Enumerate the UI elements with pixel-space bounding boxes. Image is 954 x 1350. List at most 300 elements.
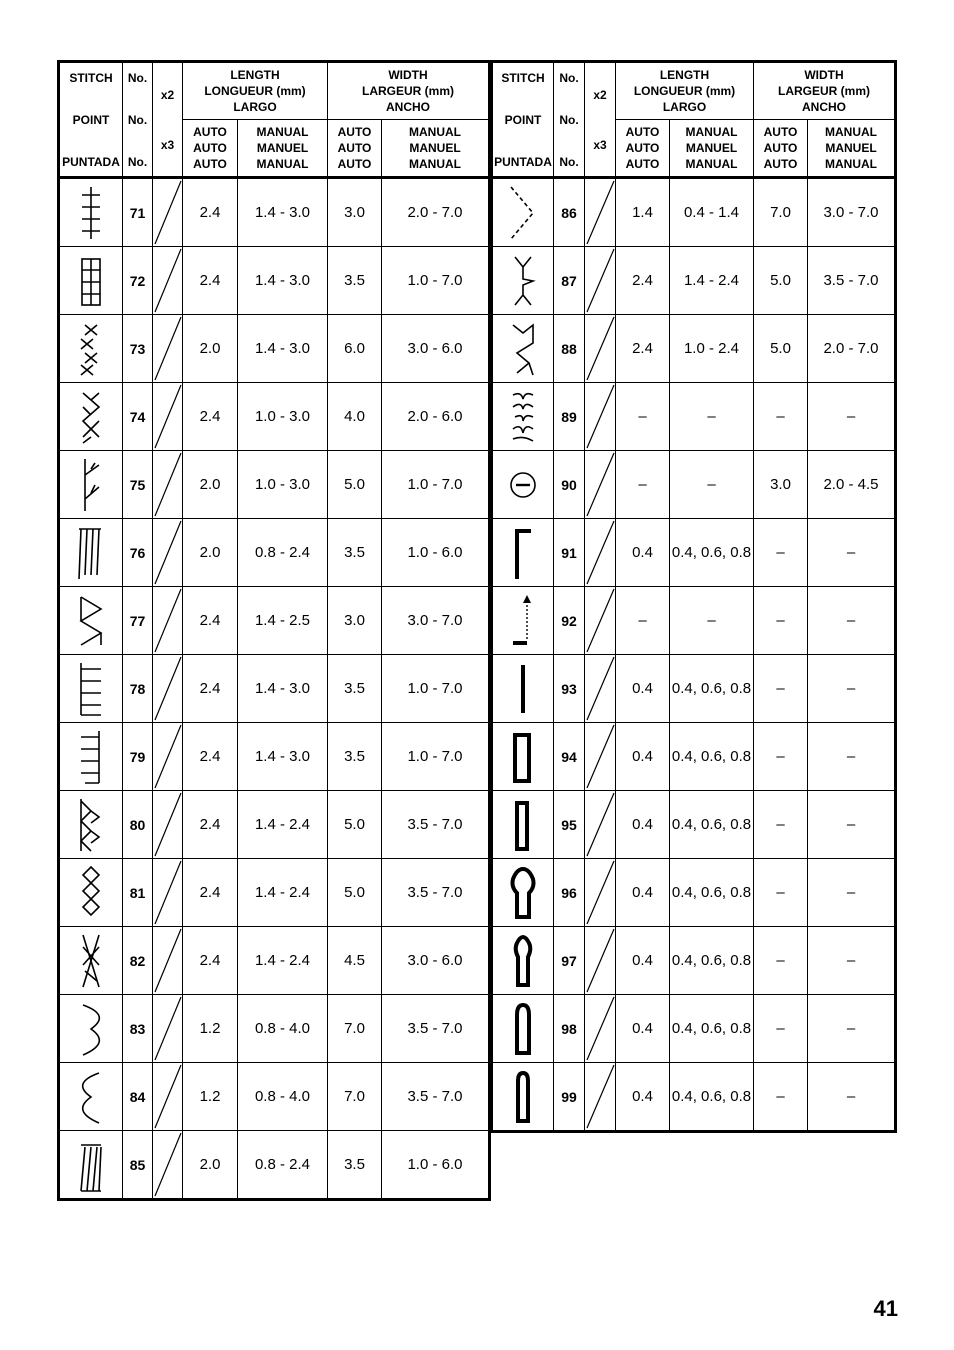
length-auto: 2.4 [183, 587, 238, 655]
table-row [59, 178, 490, 247]
width-manual: 1.0 - 7.0 [382, 451, 490, 519]
width-auto: – [754, 655, 808, 723]
slash-icon [153, 995, 183, 1062]
length-manual: 0.4, 0.6, 0.8 [670, 723, 754, 791]
stitch-pattern-cell [492, 315, 554, 383]
cross-bar-stitch-icon [71, 183, 111, 243]
length-auto: 0.4 [616, 1063, 670, 1132]
length-auto: 2.4 [183, 247, 238, 315]
slash-icon [585, 859, 616, 926]
header-stitch: STITCH POINT PUNTADA [59, 62, 123, 178]
length-auto: 2.4 [183, 859, 238, 927]
x2-x3-cell [585, 1063, 616, 1132]
stitch-pattern-cell [59, 723, 123, 791]
width-manual: 1.0 - 7.0 [382, 723, 490, 791]
stitch-number: 87 [554, 247, 585, 315]
stitch-pattern-cell [59, 1063, 123, 1131]
header-length-auto: AUTO AUTO AUTO [183, 120, 238, 178]
double-cross-stitch-icon [71, 319, 111, 379]
diamond-stitch-icon [71, 863, 111, 923]
length-manual: 0.8 - 2.4 [238, 519, 328, 587]
stitch-pattern-cell [492, 995, 554, 1063]
length-auto: 2.0 [183, 315, 238, 383]
width-manual: 2.0 - 6.0 [382, 383, 490, 451]
stitch-pattern-cell [492, 1063, 554, 1132]
length-auto: 2.0 [183, 519, 238, 587]
header-length: LENGTH LONGUEUR (mm) LARGO [183, 62, 328, 120]
table-row [492, 995, 896, 1063]
width-auto: 4.0 [328, 383, 382, 451]
slash-icon [153, 451, 183, 518]
dotted-arrow-stitch-icon [503, 591, 543, 651]
width-manual: 3.0 - 6.0 [382, 927, 490, 995]
stitch-pattern-cell [59, 859, 123, 927]
table-row [59, 519, 490, 587]
stitch-pattern-cell [59, 1131, 123, 1200]
table-row [492, 519, 896, 587]
header-width: WIDTH LARGEUR (mm) ANCHO [754, 62, 896, 120]
stitch-number: 76 [123, 519, 153, 587]
width-manual: 2.0 - 4.5 [808, 451, 896, 519]
width-auto: 3.5 [328, 655, 382, 723]
stitch-pattern-cell [492, 859, 554, 927]
scallop-right-stitch-icon [71, 999, 111, 1059]
x2-x3-cell [585, 247, 616, 315]
width-manual: 1.0 - 6.0 [382, 1131, 490, 1200]
x2-x3-cell [153, 178, 183, 247]
length-manual: 1.4 - 2.4 [670, 247, 754, 315]
width-auto: 5.0 [328, 791, 382, 859]
stitch-number: 72 [123, 247, 153, 315]
length-auto: 0.4 [616, 791, 670, 859]
stitch-pattern-cell [492, 927, 554, 995]
slash-icon [153, 859, 183, 926]
slash-icon [153, 723, 183, 790]
width-manual: 1.0 - 7.0 [382, 247, 490, 315]
length-auto: 2.0 [183, 451, 238, 519]
x2-x3-cell [153, 451, 183, 519]
slash-icon [153, 587, 183, 654]
table-row [59, 1131, 490, 1200]
slash-icon [585, 995, 616, 1062]
length-manual: 0.4, 0.6, 0.8 [670, 519, 754, 587]
width-manual: 3.5 - 7.0 [382, 995, 490, 1063]
table-row [492, 1063, 896, 1132]
stitch-number: 74 [123, 383, 153, 451]
stitch-pattern-cell [59, 451, 123, 519]
x2-x3-cell [153, 587, 183, 655]
width-manual: 3.5 - 7.0 [808, 247, 896, 315]
stitch-pattern-cell [59, 247, 123, 315]
length-manual: – [670, 383, 754, 451]
slash-icon [585, 587, 616, 654]
header-x2-x3: x2 x3 [153, 62, 183, 178]
header-length-manual: MANUAL MANUEL MANUAL [238, 120, 328, 178]
length-auto: 2.4 [183, 791, 238, 859]
width-auto: 7.0 [754, 178, 808, 247]
table-row [59, 1063, 490, 1131]
stitch-pattern-cell [59, 178, 123, 247]
stitch-pattern-cell [59, 995, 123, 1063]
comb-right-stitch-icon [71, 727, 111, 787]
table-row [59, 451, 490, 519]
table-row [492, 247, 896, 315]
page-number: 41 [873, 1296, 898, 1321]
stitch-pattern-cell [492, 178, 554, 247]
x2-x3-cell [153, 995, 183, 1063]
table-row [492, 315, 896, 383]
width-auto: – [754, 791, 808, 859]
width-auto: – [754, 383, 808, 451]
slant-bars-stitch-icon [71, 1135, 111, 1195]
table-row [492, 723, 896, 791]
stitch-pattern-cell [59, 587, 123, 655]
length-manual: 1.4 - 2.5 [238, 587, 328, 655]
x2-x3-cell [585, 383, 616, 451]
stitch-pattern-cell [492, 587, 554, 655]
x2-x3-cell [585, 315, 616, 383]
table-row [492, 791, 896, 859]
width-manual: 2.0 - 7.0 [808, 315, 896, 383]
stitch-number: 89 [554, 383, 585, 451]
width-manual: – [808, 995, 896, 1063]
length-auto: 2.4 [183, 178, 238, 247]
stitch-number: 98 [554, 995, 585, 1063]
smocking-stitch-icon [503, 387, 543, 447]
feather-stitch-icon [71, 455, 111, 515]
table-row [59, 587, 490, 655]
width-auto: 6.0 [328, 315, 382, 383]
table-row [59, 315, 490, 383]
stitch-number: 83 [123, 995, 153, 1063]
length-auto: 2.0 [183, 1131, 238, 1200]
length-manual: 1.0 - 3.0 [238, 383, 328, 451]
width-manual: 2.0 - 7.0 [382, 178, 490, 247]
width-auto: 3.0 [328, 178, 382, 247]
stitch-number: 79 [123, 723, 153, 791]
length-auto: 2.4 [616, 315, 670, 383]
header-width-auto: AUTO AUTO AUTO [754, 120, 808, 178]
x2-x3-cell [153, 247, 183, 315]
width-auto: – [754, 995, 808, 1063]
x2-x3-cell [585, 791, 616, 859]
x2-x3-cell [153, 859, 183, 927]
width-manual: – [808, 791, 896, 859]
width-auto: 5.0 [328, 451, 382, 519]
width-auto: – [754, 587, 808, 655]
stitch-number: 86 [554, 178, 585, 247]
slash-icon [585, 247, 616, 314]
length-manual: 1.4 - 2.4 [238, 927, 328, 995]
x2-x3-cell [153, 383, 183, 451]
width-manual: 3.0 - 7.0 [382, 587, 490, 655]
x2-x3-cell [585, 178, 616, 247]
branch-stitch-icon [503, 251, 543, 311]
length-auto: – [616, 451, 670, 519]
keyhole-narrow-buttonhole-icon [503, 931, 543, 991]
header-stitch: STITCH POINT PUNTADA [492, 62, 554, 178]
width-manual: 1.0 - 6.0 [382, 519, 490, 587]
x2-x3-cell [153, 1131, 183, 1200]
slash-icon [585, 315, 616, 382]
length-manual: 1.4 - 3.0 [238, 178, 328, 247]
stitch-pattern-cell [59, 315, 123, 383]
slash-icon [585, 383, 616, 450]
slash-icon [585, 791, 616, 858]
width-auto: 3.0 [754, 451, 808, 519]
width-manual: 1.0 - 7.0 [382, 655, 490, 723]
table-row [59, 927, 490, 995]
length-manual: 1.4 - 3.0 [238, 247, 328, 315]
slash-icon [153, 179, 183, 246]
x2-x3-cell [153, 315, 183, 383]
buttonhole-wide-icon [503, 727, 543, 787]
x2-x3-cell [585, 587, 616, 655]
width-auto: 3.5 [328, 1131, 382, 1200]
stitch-number: 73 [123, 315, 153, 383]
width-auto: 4.5 [328, 927, 382, 995]
stitch-pattern-cell [492, 247, 554, 315]
stitch-pattern-cell [59, 655, 123, 723]
stitch-number: 80 [123, 791, 153, 859]
keyhole-buttonhole-icon [503, 863, 543, 923]
length-auto: 0.4 [616, 927, 670, 995]
slash-icon [153, 655, 183, 722]
length-auto: 0.4 [616, 995, 670, 1063]
table-row [492, 383, 896, 451]
stitch-pattern-cell [492, 383, 554, 451]
buttonhole-narrow-icon [503, 795, 543, 855]
x2-x3-cell [585, 519, 616, 587]
stitch-number: 84 [123, 1063, 153, 1131]
x2-x3-cell [153, 927, 183, 995]
length-auto: 0.4 [616, 859, 670, 927]
width-manual: – [808, 1063, 896, 1132]
x2-x3-cell [585, 995, 616, 1063]
x2-x3-cell [153, 655, 183, 723]
length-auto: 0.4 [616, 655, 670, 723]
zigzag-triangle-stitch-icon [71, 591, 111, 651]
length-auto: – [616, 383, 670, 451]
diamond-left-stitch-icon [71, 795, 111, 855]
slash-icon [585, 451, 616, 518]
stitch-number: 93 [554, 655, 585, 723]
length-manual: 0.4, 0.6, 0.8 [670, 859, 754, 927]
width-manual: 3.5 - 7.0 [382, 791, 490, 859]
width-auto: 3.0 [328, 587, 382, 655]
length-manual: 1.0 - 3.0 [238, 451, 328, 519]
header-length-manual: MANUAL MANUEL MANUAL [670, 120, 754, 178]
width-auto: 5.0 [754, 247, 808, 315]
header-length-auto: AUTO AUTO AUTO [616, 120, 670, 178]
length-manual: 1.4 - 3.0 [238, 655, 328, 723]
stitch-number: 96 [554, 859, 585, 927]
x2-x3-cell [585, 723, 616, 791]
stitch-number: 90 [554, 451, 585, 519]
slash-icon [153, 519, 183, 586]
table-row [492, 859, 896, 927]
header-no: No. No. No. [123, 62, 153, 178]
width-auto: 7.0 [328, 1063, 382, 1131]
width-manual: 3.0 - 6.0 [382, 315, 490, 383]
length-auto: 0.4 [616, 723, 670, 791]
stitch-pattern-cell [59, 383, 123, 451]
stitch-pattern-cell [59, 519, 123, 587]
slant-comb-stitch-icon [71, 523, 111, 583]
length-manual: 0.8 - 4.0 [238, 995, 328, 1063]
width-manual: – [808, 383, 896, 451]
length-manual: 0.4, 0.6, 0.8 [670, 791, 754, 859]
length-manual: 1.4 - 2.4 [238, 791, 328, 859]
width-manual: 3.5 - 7.0 [382, 859, 490, 927]
stitch-number: 71 [123, 178, 153, 247]
slash-icon [153, 1063, 183, 1130]
width-manual: – [808, 859, 896, 927]
table-row [59, 791, 490, 859]
length-auto: 0.4 [616, 519, 670, 587]
comb-left-stitch-icon [71, 659, 111, 719]
table-row [492, 655, 896, 723]
length-auto: – [616, 587, 670, 655]
stitch-number: 81 [123, 859, 153, 927]
x2-x3-cell [585, 451, 616, 519]
length-auto: 2.4 [616, 247, 670, 315]
width-auto: – [754, 927, 808, 995]
width-auto: 5.0 [328, 859, 382, 927]
width-auto: – [754, 1063, 808, 1132]
slash-icon [585, 1063, 616, 1130]
length-manual: 1.4 - 3.0 [238, 315, 328, 383]
slash-icon [153, 927, 183, 994]
slash-icon [153, 791, 183, 858]
length-auto: 2.4 [183, 383, 238, 451]
length-auto: 2.4 [183, 927, 238, 995]
width-manual: 3.5 - 7.0 [382, 1063, 490, 1131]
stitch-pattern-cell [59, 927, 123, 995]
stitch-number: 94 [554, 723, 585, 791]
stitch-number: 77 [123, 587, 153, 655]
length-manual: – [670, 451, 754, 519]
scallop-left-stitch-icon [71, 1067, 111, 1127]
length-manual: 0.8 - 2.4 [238, 1131, 328, 1200]
stitch-number: 75 [123, 451, 153, 519]
table-row [492, 927, 896, 995]
buttonhole-corner-icon [503, 523, 543, 583]
length-auto: 1.4 [616, 178, 670, 247]
header-width-manual: MANUAL MANUEL MANUAL [382, 120, 490, 178]
length-manual: 0.4 - 1.4 [670, 178, 754, 247]
dashed-chevron-stitch-icon [503, 183, 543, 243]
length-auto: 1.2 [183, 995, 238, 1063]
width-manual: – [808, 519, 896, 587]
width-manual: – [808, 655, 896, 723]
slash-icon [585, 927, 616, 994]
stitch-pattern-cell [492, 791, 554, 859]
table-row [59, 995, 490, 1063]
slash-icon [153, 247, 183, 314]
table-row [492, 587, 896, 655]
table-row [59, 655, 490, 723]
width-manual: 3.0 - 7.0 [808, 178, 896, 247]
width-auto: 3.5 [328, 247, 382, 315]
stitch-table-right [490, 60, 897, 1133]
stitch-number: 82 [123, 927, 153, 995]
arrow-cross-stitch-icon [71, 387, 111, 447]
table-row [492, 178, 896, 247]
x2-x3-cell [153, 519, 183, 587]
header-width: WIDTH LARGEUR (mm) ANCHO [328, 62, 490, 120]
eyelet-stitch-icon [503, 455, 543, 515]
width-manual: – [808, 927, 896, 995]
header-length: LENGTH LONGUEUR (mm) LARGO [616, 62, 754, 120]
table-row [59, 723, 490, 791]
width-auto: – [754, 859, 808, 927]
header-no: No. No. No. [554, 62, 585, 178]
x2-x3-cell [585, 859, 616, 927]
length-manual: 0.4, 0.6, 0.8 [670, 1063, 754, 1132]
length-manual: – [670, 587, 754, 655]
length-manual: 0.4, 0.6, 0.8 [670, 995, 754, 1063]
width-manual: – [808, 587, 896, 655]
length-manual: 1.4 - 3.0 [238, 723, 328, 791]
slash-icon [585, 179, 616, 246]
wave-zigzag-stitch-icon [503, 319, 543, 379]
slash-icon [585, 723, 616, 790]
stitch-table-left [57, 60, 491, 1201]
length-auto: 2.4 [183, 723, 238, 791]
stitch-number: 91 [554, 519, 585, 587]
stitch-number: 85 [123, 1131, 153, 1200]
width-auto: 3.5 [328, 723, 382, 791]
width-auto: 7.0 [328, 995, 382, 1063]
table-row [59, 859, 490, 927]
stitch-number: 97 [554, 927, 585, 995]
slash-icon [585, 519, 616, 586]
width-manual: – [808, 723, 896, 791]
stitch-number: 88 [554, 315, 585, 383]
x2-x3-cell [153, 1063, 183, 1131]
x2-x3-cell [585, 927, 616, 995]
table-row [59, 383, 490, 451]
slash-icon [153, 1131, 183, 1198]
bar-stitch-icon [503, 659, 543, 719]
length-manual: 1.0 - 2.4 [670, 315, 754, 383]
table-row [492, 451, 896, 519]
header-width-auto: AUTO AUTO AUTO [328, 120, 382, 178]
header-x2-x3: x2 x3 [585, 62, 616, 178]
herringbone-stitch-icon [71, 931, 111, 991]
width-auto: 3.5 [328, 519, 382, 587]
slash-icon [153, 383, 183, 450]
width-auto: – [754, 519, 808, 587]
header-width-manual: MANUAL MANUEL MANUAL [808, 120, 896, 178]
x2-x3-cell [585, 655, 616, 723]
stitch-pattern-cell [492, 451, 554, 519]
x2-x3-cell [153, 723, 183, 791]
width-auto: 5.0 [754, 315, 808, 383]
length-manual: 1.4 - 2.4 [238, 859, 328, 927]
stitch-pattern-cell [492, 723, 554, 791]
stitch-pattern-cell [492, 519, 554, 587]
length-manual: 0.8 - 4.0 [238, 1063, 328, 1131]
slash-icon [585, 655, 616, 722]
stitch-pattern-cell [492, 655, 554, 723]
length-auto: 1.2 [183, 1063, 238, 1131]
x2-x3-cell [153, 791, 183, 859]
rounded-buttonhole-icon [503, 999, 543, 1059]
length-manual: 0.4, 0.6, 0.8 [670, 655, 754, 723]
stitch-number: 92 [554, 587, 585, 655]
